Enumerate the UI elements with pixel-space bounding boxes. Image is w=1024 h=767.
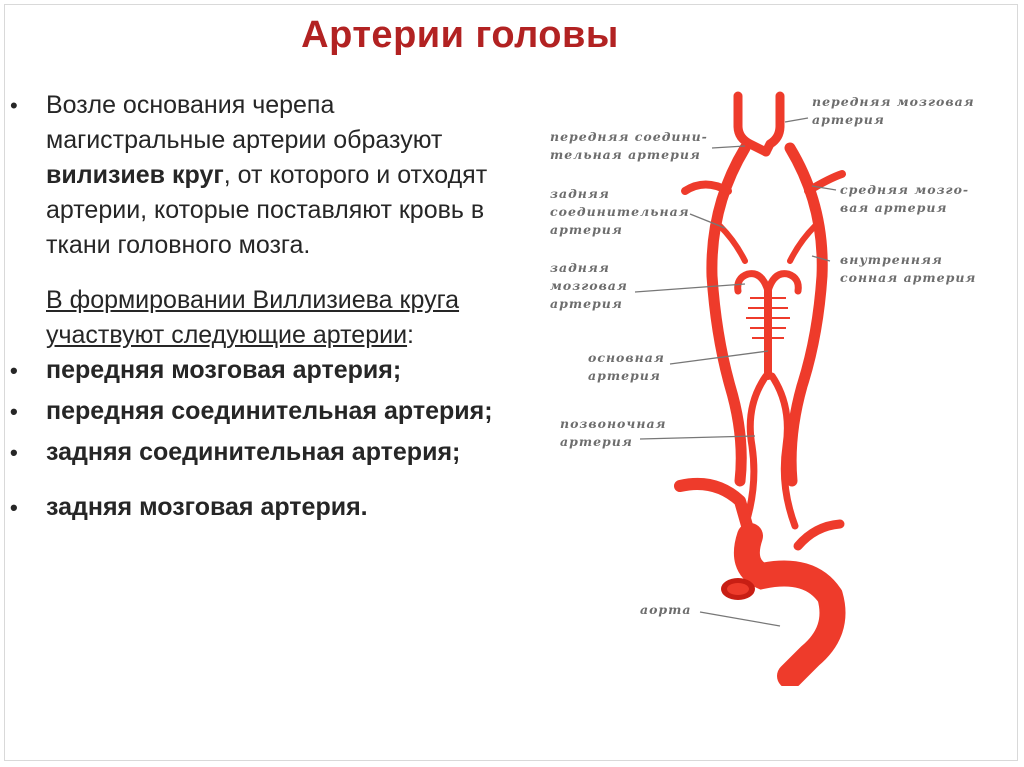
artery-item-text: передняя мозговая артерия; bbox=[46, 356, 402, 384]
subclavian-right bbox=[798, 524, 840, 546]
posterior-cerebral-right bbox=[768, 274, 798, 291]
bullet: • bbox=[10, 358, 18, 383]
text-column bbox=[6, 88, 506, 525]
internal-carotid-right bbox=[790, 148, 822, 481]
label-posterior-communicating: задняя соединительная артерия bbox=[550, 186, 690, 237]
middle-cerebral-left bbox=[685, 185, 728, 192]
slide-title: Артерии головы bbox=[301, 14, 619, 56]
artery-item bbox=[6, 394, 506, 429]
label-basilar: основная артерия bbox=[588, 350, 665, 383]
label-anterior-communicating: передняя соедини- тельная артерия bbox=[550, 129, 708, 162]
intro-text-start: Возле основания черепа магистральные артерии образуют bbox=[46, 91, 443, 154]
artery-item bbox=[6, 490, 506, 525]
bullet: • bbox=[10, 495, 18, 520]
internal-carotid-left bbox=[712, 148, 745, 481]
label-middle-cerebral: средняя мозго- вая артерия bbox=[840, 182, 970, 215]
formation-text: В формировании Виллизиева круга участвуют следующие артерии bbox=[46, 286, 460, 349]
label-vertebral: позвоночная артерия bbox=[560, 416, 667, 449]
aortic-arch bbox=[747, 536, 833, 676]
aorta-lumen bbox=[727, 583, 749, 595]
anterior-cerebral-right bbox=[766, 96, 780, 152]
artery-item-text: передняя соединительная артерия; bbox=[46, 397, 493, 425]
label-internal-carotid: внутренняя сонная артерия bbox=[840, 252, 977, 285]
posterior-cerebral-left bbox=[738, 274, 768, 291]
intro-text-bold: вилизиев круг bbox=[46, 161, 224, 189]
intro-paragraph bbox=[6, 88, 506, 263]
label-aorta: аорта bbox=[640, 602, 692, 617]
leader-line bbox=[635, 284, 745, 292]
artery-item-text: задняя соединительная артерия; bbox=[46, 438, 461, 466]
bullet: • bbox=[10, 399, 18, 424]
formation-colon: : bbox=[407, 321, 414, 349]
label-anterior-cerebral: передняя мозговая артерия bbox=[812, 94, 975, 127]
label-posterior-cerebral: задняя мозговая артерия bbox=[550, 260, 628, 311]
leader-line bbox=[700, 612, 780, 626]
formation-paragraph bbox=[6, 283, 506, 353]
vertebral-left bbox=[745, 376, 766, 526]
arteries-diagram bbox=[540, 86, 1010, 686]
posterior-communicating-left bbox=[720, 226, 745, 261]
posterior-communicating-right bbox=[790, 226, 815, 261]
bullet: • bbox=[10, 440, 18, 465]
subclavian-left bbox=[680, 484, 750, 536]
artery-item bbox=[6, 435, 506, 470]
leader-line bbox=[785, 118, 808, 122]
intro-text-end: , от которого и отходят артерии, которые поставляют кровь в ткани головного мозга. bbox=[46, 161, 488, 259]
bullet: • bbox=[10, 93, 18, 118]
artery-item bbox=[6, 353, 506, 388]
artery-item-text: задняя мозговая артерия. bbox=[46, 493, 368, 521]
